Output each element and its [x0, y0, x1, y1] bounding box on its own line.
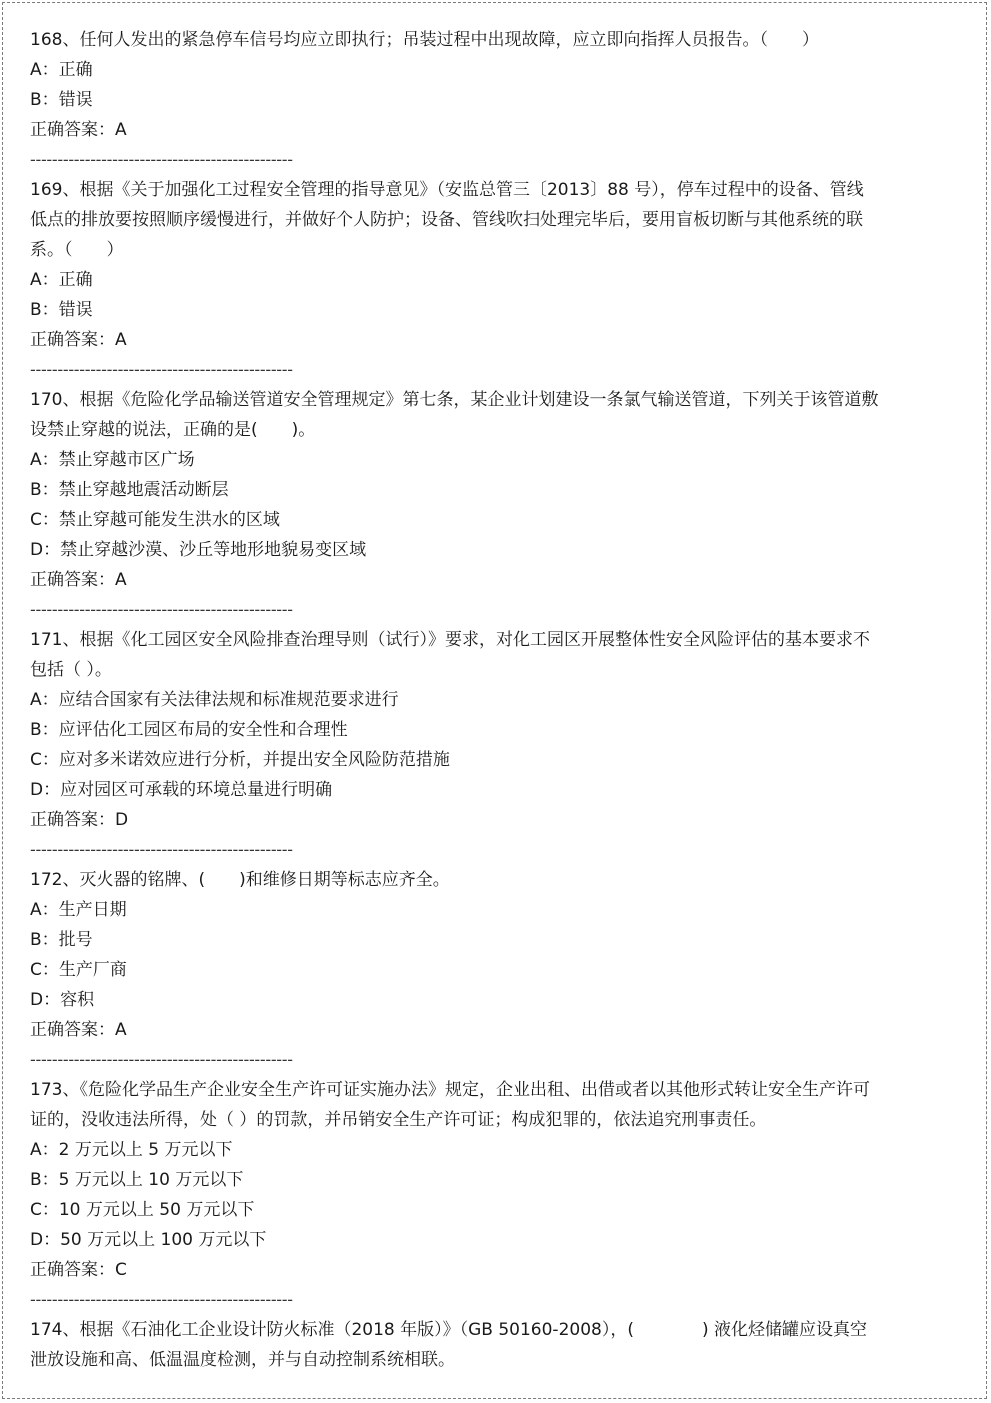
- option-b: B：批号: [30, 930, 93, 950]
- option-a: A：2 万元以上 5 万元以下: [30, 1140, 233, 1160]
- question-168: [30, 25, 880, 175]
- question-text: 174、根据《石油化工企业设计防火标准（2018 年版）》（GB 50160-2008），( ) 液化烃储罐应设真空泄放设施和高、低温温度检测，并与自动控制系统相联。: [30, 1320, 867, 1370]
- separator: ------------------------------------------------: [30, 1290, 293, 1309]
- option-d: D：应对园区可承载的环境总量进行明确: [30, 780, 333, 800]
- option-a: A：正确: [30, 270, 93, 290]
- answer-line: 正确答案：A: [30, 1020, 127, 1040]
- option-c: C：应对多米诺效应进行分析，并提出安全风险防范措施: [30, 750, 450, 770]
- option-a: A：应结合国家有关法律法规和标准规范要求进行: [30, 690, 399, 710]
- option-d: D：禁止穿越沙漠、沙丘等地形地貌易变区域: [30, 540, 367, 560]
- option-b: B：错误: [30, 90, 93, 110]
- separator: ------------------------------------------------: [30, 360, 293, 379]
- option-c: C：10 万元以上 50 万元以下: [30, 1200, 255, 1220]
- option-b: B：5 万元以上 10 万元以下: [30, 1170, 244, 1190]
- option-c: C：禁止穿越可能发生洪水的区域: [30, 510, 280, 530]
- answer-line: 正确答案：C: [30, 1260, 127, 1280]
- separator: ------------------------------------------------: [30, 600, 293, 619]
- question-text: 172、灭火器的铭牌、( )和维修日期等标志应齐全。: [30, 870, 450, 890]
- option-a: A：生产日期: [30, 900, 127, 920]
- question-169: [30, 175, 880, 385]
- answer-line: 正确答案：A: [30, 570, 127, 590]
- question-173: [30, 1075, 880, 1315]
- answer-line: 正确答案：A: [30, 330, 127, 350]
- option-d: D：容积: [30, 990, 95, 1010]
- option-c: C：生产厂商: [30, 960, 127, 980]
- separator: ------------------------------------------------: [30, 150, 293, 169]
- question-text: 168、任何人发出的紧急停车信号均应立即执行；吊装过程中出现故障，应立即向指挥人员报告。（ ）: [30, 30, 819, 50]
- question-174: [30, 1315, 880, 1375]
- question-list: [30, 25, 880, 1375]
- option-b: B：应评估化工园区布局的安全性和合理性: [30, 720, 348, 740]
- separator: ------------------------------------------------: [30, 840, 293, 859]
- answer-line: 正确答案：A: [30, 120, 127, 140]
- question-text: 171、根据《化工园区安全风险排查治理导则（试行）》要求，对化工园区开展整体性安全风险评估的基本要求不包括（ ）。: [30, 630, 870, 680]
- question-text: 170、根据《危险化学品输送管道安全管理规定》第七条，某企业计划建设一条氯气输送管道，下列关于该管道敷设禁止穿越的说法，正确的是( )。: [30, 390, 879, 440]
- question-172: [30, 865, 880, 1075]
- question-171: [30, 625, 880, 865]
- answer-line: 正确答案：D: [30, 810, 129, 830]
- question-170: [30, 385, 880, 625]
- question-text: 173、《危险化学品生产企业安全生产许可证实施办法》规定，企业出租、出借或者以其他形式转让安全生产许可证的，没收违法所得，处（ ）的罚款，并吊销安全生产许可证；构成犯罪的，依法追究刑事责任。: [30, 1080, 870, 1130]
- option-a: A：正确: [30, 60, 93, 80]
- option-b: B：错误: [30, 300, 93, 320]
- question-text: 169、根据《关于加强化工过程安全管理的指导意见》（安监总管三〔2013〕88 号），停车过程中的设备、管线低点的排放要按照顺序缓慢进行，并做好个人防护；设备、管线吹扫处理完毕后，要用盲板切断与其他系统的联系。（ ）: [30, 180, 864, 260]
- option-d: D：50 万元以上 100 万元以下: [30, 1230, 267, 1250]
- option-b: B：禁止穿越地震活动断层: [30, 480, 229, 500]
- separator: ------------------------------------------------: [30, 1050, 293, 1069]
- option-a: A：禁止穿越市区广场: [30, 450, 195, 470]
